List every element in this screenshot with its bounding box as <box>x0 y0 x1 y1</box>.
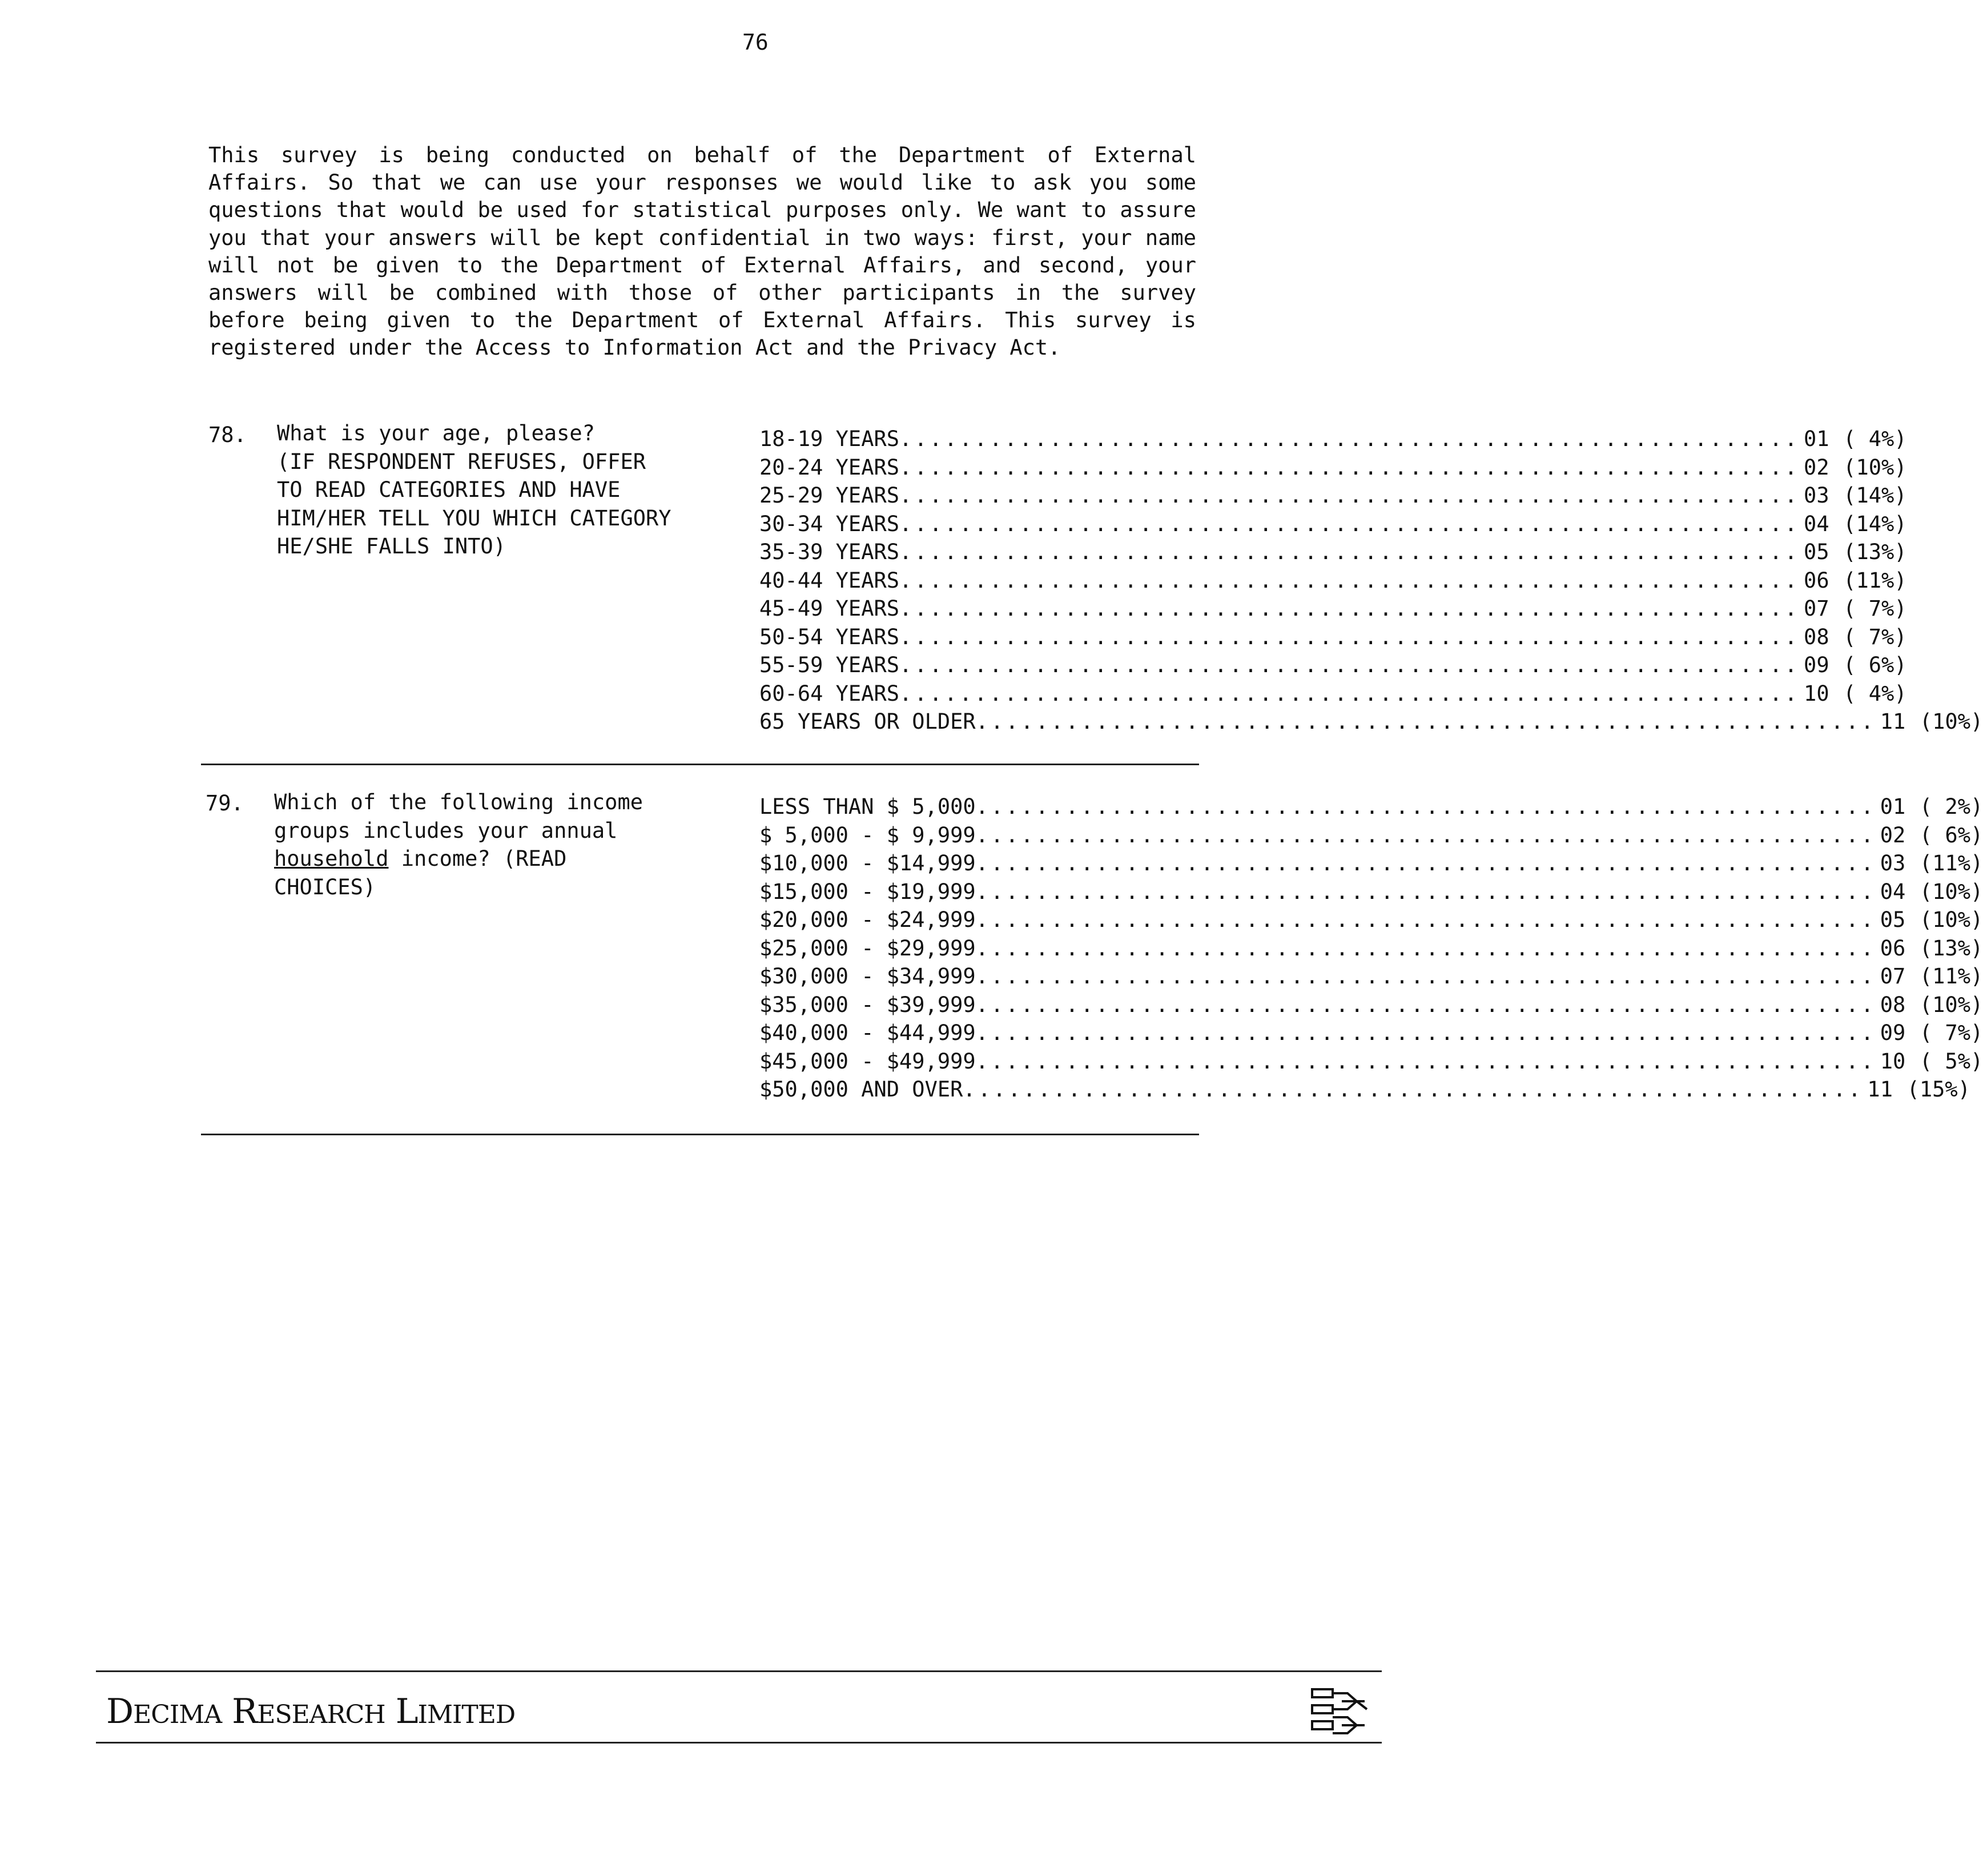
question-79-line: CHOICES) <box>274 874 376 899</box>
question-78-answers <box>759 425 1983 736</box>
question-79-line-rest: income? (READ <box>388 846 567 871</box>
dot-leader: ............................................................ <box>899 511 1800 536</box>
question-78-line: (IF RESPONDENT REFUSES, OFFER <box>277 449 646 474</box>
dot-leader: ............................................................ <box>899 624 1800 649</box>
answer-code: 03 <box>1880 851 1906 875</box>
answer-percent: (14%) <box>1843 483 1907 508</box>
page-number: 76 <box>742 30 769 55</box>
company-name <box>106 1688 540 1733</box>
dot-leader: ............................................................ <box>975 907 1876 932</box>
answer-option <box>759 594 1907 623</box>
household-underlined: household <box>274 846 389 871</box>
answer-percent: (13%) <box>1843 540 1907 564</box>
answer-option <box>759 934 1983 963</box>
answer-label: $40,000 - $44,999 <box>759 1021 976 1045</box>
answer-code: 04 <box>1880 879 1906 904</box>
dot-leader: ............................................................ <box>899 596 1800 621</box>
dot-leader: ............................................................ <box>975 851 1876 875</box>
answer-option <box>759 567 1907 595</box>
answer-percent: ( 5%) <box>1919 1049 1983 1074</box>
answer-option <box>759 538 1907 567</box>
answer-option <box>759 849 1983 878</box>
question-79-text <box>274 788 754 901</box>
answer-code: 10 <box>1804 681 1829 706</box>
question-79-number: 79. <box>206 791 244 816</box>
answer-code: 07 <box>1880 964 1906 989</box>
answer-label: 25-29 YEARS <box>759 483 900 508</box>
dot-leader: ............................................................ <box>899 568 1800 593</box>
answer-code: 11 <box>1880 709 1906 734</box>
answer-percent: (11%) <box>1919 964 1983 989</box>
answer-percent: ( 2%) <box>1919 794 1983 819</box>
answer-option <box>759 1075 1970 1104</box>
dot-leader: ............................................................ <box>975 1049 1876 1074</box>
answer-percent: (10%) <box>1919 992 1983 1017</box>
dot-leader: ............................................................ <box>975 709 1876 734</box>
answer-label: $15,000 - $19,999 <box>759 879 976 904</box>
answer-label: $35,000 - $39,999 <box>759 992 976 1017</box>
answer-code: 10 <box>1880 1049 1906 1074</box>
dot-leader: ............................................................ <box>899 653 1800 677</box>
answer-option <box>759 453 1907 482</box>
answer-code: 03 <box>1804 483 1829 508</box>
answer-option <box>759 1019 1983 1047</box>
answer-code: 06 <box>1880 935 1906 961</box>
question-79-line: groups includes your annual <box>274 818 618 843</box>
answer-percent: (10%) <box>1919 879 1983 904</box>
answer-label: 40-44 YEARS <box>759 568 900 593</box>
answer-code: 01 <box>1804 427 1829 451</box>
footer-top-rule <box>96 1670 1382 1672</box>
answer-option <box>759 906 1983 934</box>
answer-label: 20-24 YEARS <box>759 455 900 480</box>
answer-option <box>759 991 1983 1019</box>
question-79-line <box>274 845 754 873</box>
answer-option <box>759 425 1907 453</box>
answer-code: 01 <box>1880 794 1906 819</box>
decima-logo-icon <box>1308 1684 1376 1741</box>
dot-leader: ............................................................ <box>975 822 1876 847</box>
question-79-answers <box>759 793 1983 1104</box>
answer-label: $10,000 - $14,999 <box>759 851 976 875</box>
svg-text:DECIMA RESEARCH LIMITED: DECIMA RESEARCH LIMITED <box>106 1692 516 1732</box>
answer-code: 02 <box>1804 455 1829 480</box>
answer-label: LESS THAN $ 5,000 <box>759 794 976 819</box>
question-78-line: HE/SHE FALLS INTO) <box>277 534 506 559</box>
answer-percent: (11%) <box>1919 851 1983 875</box>
answer-label: 30-34 YEARS <box>759 511 900 536</box>
answer-percent: (11%) <box>1843 568 1907 593</box>
answer-option <box>759 708 1983 736</box>
answer-label: 35-39 YEARS <box>759 540 900 564</box>
section-divider <box>201 1134 1199 1135</box>
question-78-line: TO READ CATEGORIES AND HAVE <box>277 477 621 502</box>
dot-leader: ............................................................ <box>963 1077 1863 1102</box>
answer-option <box>759 793 1983 821</box>
answer-code: 08 <box>1804 624 1829 649</box>
dot-leader: ............................................................ <box>975 879 1876 904</box>
answer-percent: (13%) <box>1919 935 1983 961</box>
answer-code: 06 <box>1804 568 1829 593</box>
answer-label: 55-59 YEARS <box>759 653 900 677</box>
question-78-line: What is your age, please? <box>277 421 595 445</box>
intro-paragraph: This survey is being conducted on behalf of the Department of External Affairs. So that we can use your responses we would like to ask you some questions that would be used for statistical purposes only. We want to assure you that your answers will be kept confidential in two ways: first, your name will not be given to the Department of External Affairs, and second, your answers will be combined with those of other participants in the survey before being given to the Department of External Affairs. This survey is registered under the Access to Information Act and the Privacy Act. <box>208 143 1196 360</box>
answer-option <box>759 651 1907 680</box>
answer-option <box>759 510 1907 539</box>
answer-percent: ( 7%) <box>1843 596 1907 621</box>
answer-percent: ( 6%) <box>1843 653 1907 677</box>
answer-option <box>759 821 1983 850</box>
dot-leader: ............................................................ <box>975 1021 1876 1045</box>
dot-leader: ............................................................ <box>899 540 1800 564</box>
question-78-text <box>277 419 757 561</box>
answer-percent: ( 7%) <box>1919 1021 1983 1045</box>
answer-code: 05 <box>1804 540 1829 564</box>
dot-leader: ............................................................ <box>975 964 1876 989</box>
answer-percent: (15%) <box>1906 1077 1970 1102</box>
section-divider <box>201 764 1199 765</box>
dot-leader: ............................................................ <box>975 992 1876 1017</box>
answer-code: 11 <box>1867 1077 1893 1102</box>
answer-label: $20,000 - $24,999 <box>759 907 976 932</box>
answer-percent: (10%) <box>1919 709 1983 734</box>
dot-leader: ............................................................ <box>899 427 1800 451</box>
dot-leader: ............................................................ <box>975 935 1876 961</box>
question-78-number: 78. <box>208 423 247 447</box>
answer-percent: (10%) <box>1843 455 1907 480</box>
dot-leader: ............................................................ <box>899 483 1800 508</box>
answer-label: 45-49 YEARS <box>759 596 900 621</box>
answer-code: 04 <box>1804 511 1829 536</box>
answer-label: $25,000 - $29,999 <box>759 935 976 961</box>
answer-label: 60-64 YEARS <box>759 681 900 706</box>
company-name-text <box>106 1688 540 1733</box>
answer-label: 65 YEARS OR OLDER <box>759 709 976 734</box>
answer-percent: ( 6%) <box>1919 822 1983 847</box>
dot-leader: ............................................................ <box>899 455 1800 480</box>
answer-label: $30,000 - $34,999 <box>759 964 976 989</box>
answer-code: 09 <box>1804 653 1829 677</box>
answer-percent: ( 7%) <box>1843 624 1907 649</box>
answer-option <box>759 481 1907 510</box>
footer-bottom-rule <box>96 1742 1382 1744</box>
answer-code: 05 <box>1880 907 1906 932</box>
answer-label: $50,000 AND OVER <box>759 1077 963 1102</box>
answer-option <box>759 680 1907 708</box>
question-79-line: Which of the following income <box>274 790 643 814</box>
answer-code: 07 <box>1804 596 1829 621</box>
answer-option <box>759 878 1983 906</box>
answer-label: $45,000 - $49,999 <box>759 1049 976 1074</box>
dot-leader: ............................................................ <box>899 681 1800 706</box>
answer-label: 50-54 YEARS <box>759 624 900 649</box>
answer-percent: ( 4%) <box>1843 681 1907 706</box>
question-78-line: HIM/HER TELL YOU WHICH CATEGORY <box>277 505 671 531</box>
answer-label: 18-19 YEARS <box>759 427 900 451</box>
answer-option <box>759 1047 1983 1076</box>
answer-option <box>759 623 1907 652</box>
answer-percent: ( 4%) <box>1843 427 1907 451</box>
answer-percent: (10%) <box>1919 907 1983 932</box>
answer-label: $ 5,000 - $ 9,999 <box>759 822 976 847</box>
dot-leader: ............................................................ <box>975 794 1876 819</box>
answer-code: 02 <box>1880 822 1906 847</box>
answer-code: 08 <box>1880 992 1906 1017</box>
answer-code: 09 <box>1880 1021 1906 1045</box>
answer-percent: (14%) <box>1843 511 1907 536</box>
answer-option <box>759 962 1983 991</box>
